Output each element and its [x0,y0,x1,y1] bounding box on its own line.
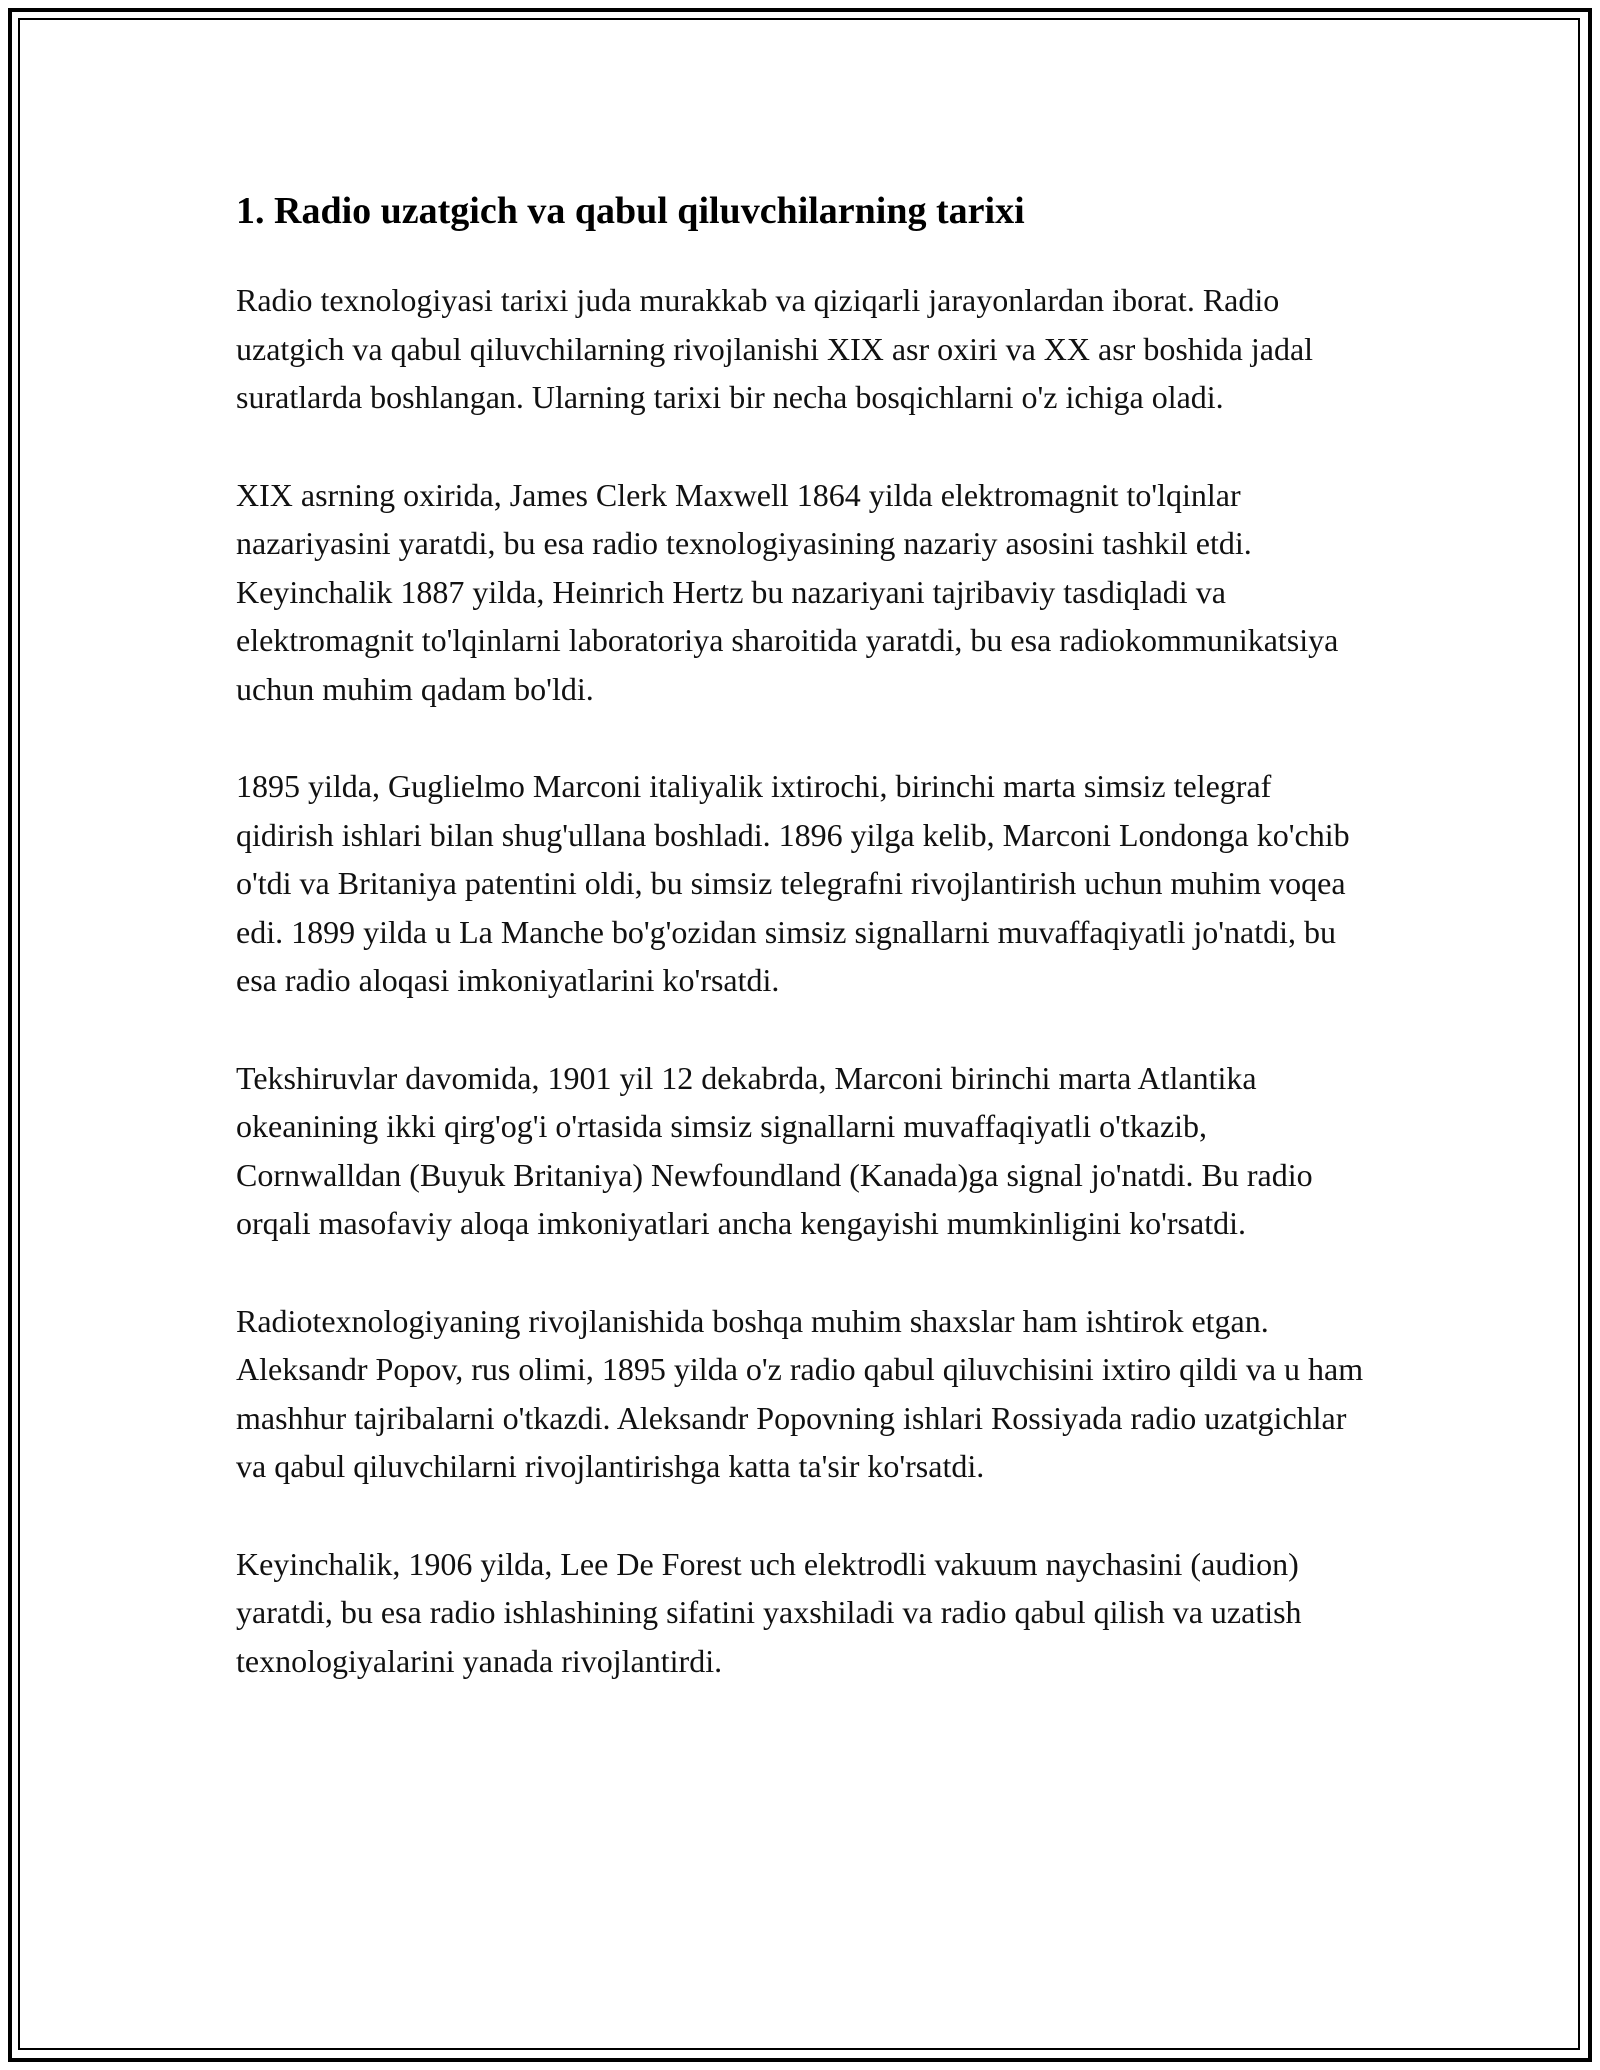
paragraph-intro: Radio texnologiyasi tarixi juda murakkab va qiziqarli jarayonlardan iborat. Radio uzatgich va qabul qiluvchilarning rivojlanishi XIX asr oxiri va XX asr boshida jadal suratlarda boshlangan. Ularning tarixi bir necha bosqichlarni o'z ichiga oladi. [236,282,1314,415]
paragraph-maxwell-hertz: XIX asrning oxirida, James Clerk Maxwell 1864 yilda elektromagnit to'lqinlar nazariyasini yaratdi, bu esa radio texnologiyasining nazariy asosini tashkil etdi. Keyinchalik 1887 yilda, Heinrich Hertz bu nazariyani tajribaviy tasdiqladi va elektromagnit to'lqinlarni laboratoriya sharoitida yaratdi, bu esa radiokommunikatsiya uchun muhim qadam bo'ldi. [236,476,1339,707]
section-heading: 1. Radio uzatgich va qabul qiluvchilarning tarixi [236,190,1025,232]
paragraph-marconi: 1895 yilda, Guglielmo Marconi italiyalik ixtirochi, birinchi marta simsiz telegraf qidirish ishlari bilan shug'ullana boshladi. 1896 yilga kelib, Marconi Londonga ko'chib o'tdi va Britaniya patentini oldi, bu simsiz telegrafni rivojlantirish uchun muhim voqea edi. 1899 yilda u La Manche bo'g'ozidan simsiz signallarni muvaffaqiyatli jo'natdi, bu esa radio aloqasi imkoniyatlarini ko'rsatdi. [236,768,1350,998]
paragraph-de-forest: Keyinchalik, 1906 yilda, Lee De Forest uch elektrodli vakuum naychasini (audion) yaratdi, bu esa radio ishlashining sifatini yaxshiladi va radio qabul qilish va uzatish texnologiyalarini yanada rivojlantirdi. [236,1545,1302,1679]
paragraph-atlantic: Tekshiruvlar davomida, 1901 yil 12 dekabrda, Marconi birinchi marta Atlantika okeanining ikki qirg'og'i o'rtasida simsiz signallarni muvaffaqiyatli o'tkazib, Cornwalldan (Buyuk Britaniya) Newfoundland (Kanada)ga signal jo'natdi. Bu radio orqali masofaviy aloqa imkoniyatlari ancha kengayishi mumkinligini ko'rsatdi. [236,1059,1313,1241]
document-body [236,186,1376,1734]
paragraph-popov: Radiotexnologiyaning rivojlanishida boshqa muhim shaxslar ham ishtirok etgan. Aleksandr Popov, rus olimi, 1895 yilda o'z radio qabul qiluvchisini ixtiro qildi va u ham mashhur tajribalarni o'tkazdi. Aleksandr Popovning ishlari Rossiyada radio uzatgichlar va qabul qiluvchilarni rivojlantirishga katta ta'sir ko'rsatdi. [236,1302,1364,1484]
